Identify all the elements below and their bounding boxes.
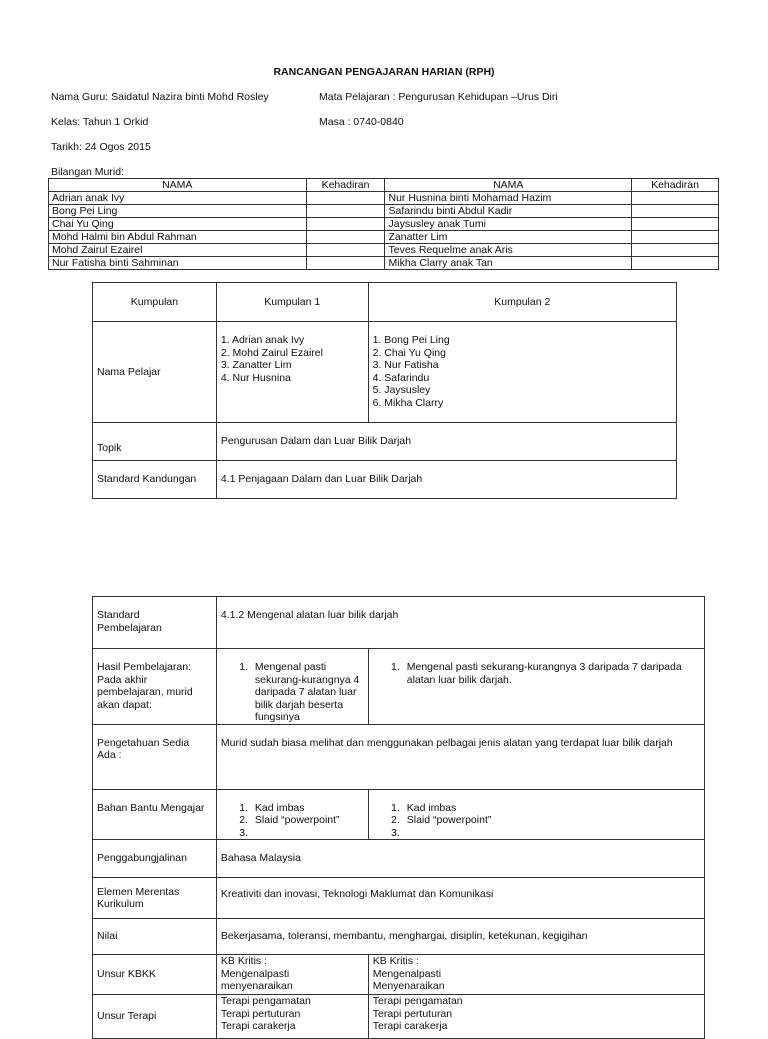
- label-unsur-terapi: Unsur Terapi: [93, 995, 217, 1039]
- list-item: 1. Mengenal pasti sekurang-kurangnya 4 daripada 7 alatan luar bilik darjah beserta fungsinya: [251, 661, 364, 724]
- label-pengetahuan-sedia-ada: Pengetahuan Sedia Ada :: [93, 724, 217, 789]
- attendance-cell[interactable]: [632, 192, 719, 205]
- teacher-name: Nama Guru: Saidatul Nazira binti Mohd Rosley: [51, 91, 269, 103]
- group1-header: Kumpulan 1: [216, 283, 368, 322]
- group1-students: 1. Adrian anak Ivy 2. Mohd Zairul Ezairel 3. Zanatter Lim 4. Nur Husnina: [216, 322, 368, 423]
- table-row: [49, 218, 719, 231]
- group2-header: Kumpulan 2: [368, 283, 676, 322]
- table-row: [93, 878, 705, 919]
- table-row: [49, 192, 719, 205]
- label-penggabungjalinan: Penggabungjalinan: [93, 840, 217, 878]
- table-row: [93, 649, 705, 725]
- terapi-2: Terapi pengamatan Terapi pertuturan Terapi carakerja: [368, 995, 704, 1039]
- student-name: Bong Pei Ling: [49, 205, 307, 218]
- student-name: Safarindu binti Abdul Kadir: [385, 205, 632, 218]
- attendance-cell[interactable]: [306, 192, 385, 205]
- student-name: Mohd Zairul Ezairel: [49, 244, 307, 257]
- attendance-cell[interactable]: [632, 257, 719, 270]
- penggabungjalinan-value: Bahasa Malaysia: [216, 840, 704, 878]
- label-standard-kandungan: Standard Kandungan: [93, 461, 217, 499]
- lesson-date: Tarikh: 24 Ogos 2015: [51, 141, 151, 153]
- table-row: [93, 995, 705, 1039]
- list-item: 2. Slaid “powerpoint”: [403, 814, 700, 827]
- attendance-cell[interactable]: [632, 231, 719, 244]
- student-name: Zanatter Lim: [385, 231, 632, 244]
- groups-table: [92, 282, 677, 499]
- list-item: 1. Kad imbas: [403, 802, 700, 815]
- col-header-kehadiran: Kehadiran: [306, 179, 385, 192]
- table-row: [93, 597, 705, 649]
- table-row: [93, 724, 705, 789]
- standard-pembelajaran-value: 4.1.2 Mengenal alatan luar bilik darjah: [216, 597, 704, 649]
- student-name: Adrian anak Ivy: [49, 192, 307, 205]
- label-topik: Topik: [93, 423, 217, 461]
- table-row: [93, 919, 705, 955]
- hasil-pembelajaran-2: [368, 649, 704, 725]
- kbkk-1: KB Kritis : Mengenalpasti menyenaraikan: [216, 955, 368, 995]
- bahan-bantu-2: [368, 789, 704, 840]
- table-header-row: [49, 179, 719, 192]
- student-name: Chai Yu Qing: [49, 218, 307, 231]
- attendance-cell[interactable]: [306, 257, 385, 270]
- student-name: Teves Requelme anak Aris: [385, 244, 632, 257]
- student-name: Nur Fatisha binti Sahminan: [49, 257, 307, 270]
- label-bahan-bantu-mengajar: Bahan Bantu Mengajar: [93, 789, 217, 840]
- subject: Mata Pelajaran : Pengurusan Kehidupan –Urus Diri: [319, 91, 558, 103]
- class-name: Kelas: Tahun 1 Orkid: [51, 116, 149, 128]
- attendance-table: [48, 178, 719, 270]
- elemen-merentas-kurikulum-value: Kreativiti dan inovasi, Teknologi Maklumat dan Komunikasi: [216, 878, 704, 919]
- table-row: [49, 231, 719, 244]
- student-name: Jaysusley anak Tumi: [385, 218, 632, 231]
- list-item: 2. Slaid “powerpoint”: [251, 814, 364, 827]
- student-name: Nur Husnina binti Mohamad Hazim: [385, 192, 632, 205]
- table-row: [93, 789, 705, 840]
- label-kumpulan: Kumpulan: [93, 283, 217, 322]
- terapi-1: Terapi pengamatan Terapi pertuturan Terapi carakerja: [216, 995, 368, 1039]
- label-unsur-kbkk: Unsur KBKK: [93, 955, 217, 995]
- table-row: [49, 205, 719, 218]
- table-row: [93, 322, 677, 423]
- table-row: [49, 257, 719, 270]
- attendance-cell[interactable]: [306, 231, 385, 244]
- list-item: 1. Kad imbas: [251, 802, 364, 815]
- hasil-pembelajaran-1: [216, 649, 368, 725]
- student-count-label: Bilangan Murid:: [51, 166, 124, 178]
- label-standard-pembelajaran: Standard Pembelajaran: [93, 597, 217, 649]
- page-title: RANCANGAN PENGAJARAN HARIAN (RPH): [273, 66, 495, 78]
- col-header-nama: NAMA: [49, 179, 307, 192]
- col-header-nama: NAMA: [385, 179, 632, 192]
- table-row: [93, 461, 677, 499]
- attendance-cell[interactable]: [632, 244, 719, 257]
- table-row: [49, 244, 719, 257]
- col-header-kehadiran: Kehadiran: [632, 179, 719, 192]
- bahan-bantu-1: [216, 789, 368, 840]
- list-item: [251, 827, 364, 840]
- label-nilai: Nilai: [93, 919, 217, 955]
- attendance-cell[interactable]: [306, 244, 385, 257]
- lesson-time: Masa : 0740-0840: [319, 116, 404, 128]
- attendance-cell[interactable]: [306, 205, 385, 218]
- label-hasil-pembelajaran: Hasil Pembelajaran: Pada akhir pembelajaran, murid akan dapat:: [93, 649, 217, 725]
- label-elemen-merentas-kurikulum: Elemen Merentas Kurikulum: [93, 878, 217, 919]
- attendance-cell[interactable]: [632, 218, 719, 231]
- table-row: [93, 840, 705, 878]
- table-row: [93, 283, 677, 322]
- attendance-cell[interactable]: [632, 205, 719, 218]
- standard-kandungan-value: 4.1 Penjagaan Dalam dan Luar Bilik Darjah: [216, 461, 676, 499]
- student-name: Mohd Halmi bin Abdul Rahman: [49, 231, 307, 244]
- attendance-cell[interactable]: [306, 218, 385, 231]
- label-nama-pelajar: Nama Pelajar: [93, 322, 217, 423]
- table-row: [93, 423, 677, 461]
- student-name: Mikha Clarry anak Tan: [385, 257, 632, 270]
- kbkk-2: KB Kritis : Mengenalpasti Menyenaraikan: [368, 955, 704, 995]
- group2-students: 1. Bong Pei Ling 2. Chai Yu Qing 3. Nur Fatisha 4. Safarindu 5. Jaysusley 6. Mikha Clarry: [368, 322, 676, 423]
- list-item: [403, 827, 700, 840]
- list-item: 1. Mengenal pasti sekurang-kurangnya 3 daripada 7 daripada alatan luar bilik darjah.: [403, 661, 700, 686]
- lesson-table: [92, 596, 705, 1039]
- nilai-value: Bekerjasama, toleransi, membantu, menghargai, disiplin, ketekunan, kegigihan: [216, 919, 704, 955]
- pengetahuan-sedia-ada-value: Murid sudah biasa melihat dan menggunakan pelbagai jenis alatan yang terdapat luar bilik darjah: [216, 724, 704, 789]
- table-row: [93, 955, 705, 995]
- topik-value: Pengurusan Dalam dan Luar Bilik Darjah: [216, 423, 676, 461]
